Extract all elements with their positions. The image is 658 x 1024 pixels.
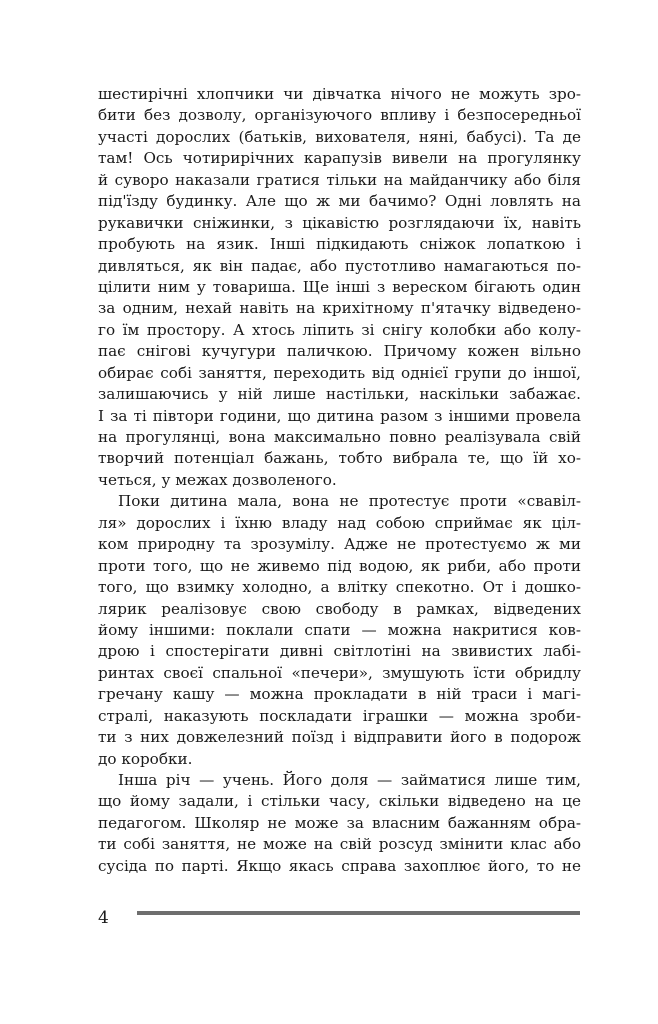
- paragraph: [98, 84, 581, 491]
- text-line: проти того, що не живемо під водою, як риби, або проти: [98, 556, 581, 575]
- text-line: рукавички сніжинки, з цікавістю розглядаючи їх, навіть: [98, 213, 581, 232]
- page-footer: [98, 903, 581, 933]
- text-line: ринтах своєї спальної «печери», змушують їсти обридлу: [98, 663, 581, 682]
- text-line: І за ті півтори години, що дитина разом з іншими провела: [98, 406, 581, 425]
- paragraph: [98, 491, 581, 770]
- text-line: пає снігові кучугури паличкою. Причому кожен вільно: [98, 342, 581, 361]
- text-line: пробують на язик. Інші підкидають сніжок лопаткою і: [98, 235, 581, 254]
- text-line: сусіда по парті. Якщо якась справа захоплює його, то не: [98, 856, 581, 875]
- text-line: шестирічні хлопчики чи дівчатка нічого не можуть зро-: [98, 85, 581, 103]
- text-line: обирає собі заняття, переходить від однієї групи до іншої,: [98, 363, 581, 382]
- footer-rule: [137, 911, 580, 915]
- text-line: на прогулянці, вона максимально повно реалізувала свій: [98, 428, 581, 446]
- text-line: участі дорослих (батьків, вихователя, няні, бабусі). Та де: [98, 127, 581, 146]
- text-line: бити без дозволу, організуючого впливу і безпосередньої: [98, 106, 581, 125]
- text-line: лярик реалізовує свою свободу в рамках, відведених: [98, 599, 581, 618]
- text-line: ком природну та зрозумілу. Адже не протестуємо ж ми: [98, 535, 581, 554]
- text-line: йому іншими: поклали спати — можна накритися ков-: [98, 620, 581, 639]
- text-line: що йому задали, і стільки часу, скільки відведено на це: [98, 792, 581, 811]
- text-line: дрою і спостерігати дивні світлотіні на звивистих лабі-: [98, 642, 581, 661]
- text-line: ти собі заняття, не може на свій розсуд змінити клас або: [98, 835, 581, 854]
- paragraph: [98, 770, 581, 877]
- page-number: 4: [98, 908, 109, 928]
- text-line: за одним, нехай навіть на крихітному п'ятачку відведено-: [98, 299, 581, 318]
- text-line: творчий потенціал бажань, тобто вибрала те, що їй хо-: [98, 449, 581, 468]
- text-line: гречану кашу — можна прокладати в ній траси і магі-: [98, 685, 581, 704]
- text-line: залишаючись у ній лише настільки, наскільки забажає.: [98, 385, 581, 404]
- text-line: го їм простору. А хтось ліпить зі снігу колобки або колу-: [98, 320, 581, 339]
- text-line: того, що взимку холодно, а влітку спекотно. От і дошко-: [98, 578, 581, 597]
- text-line: педагогом. Школяр не може за власним бажанням обра-: [98, 813, 581, 832]
- text-line: четься, у межах дозволеного.: [98, 470, 337, 489]
- text-line: Поки дитина мала, вона не протестує проти «свавіл-: [118, 492, 581, 511]
- text-line: ти з них довжелезний поїзд і відправити його в подорож: [98, 728, 581, 747]
- text-line: цілити ним у товариша. Ще інші з вереском бігають один: [98, 277, 581, 296]
- text-line: там! Ось чотирирічних карапузів вивели на прогулянку: [98, 149, 581, 168]
- text-line: ля» дорослих і їхню владу над собою сприймає як ціл-: [98, 513, 581, 532]
- text-line: стралі, наказують поскладати іграшки — можна зроби-: [98, 706, 581, 725]
- text-line: дивляться, як він падає, або пустотливо намагаються по-: [98, 256, 581, 275]
- text-line: Інша річ — учень. Його доля — займатися лише тим,: [118, 771, 581, 789]
- text-line: й суворо наказали гратися тільки на майданчику або біля: [98, 170, 581, 189]
- text-line: до коробки.: [98, 749, 193, 768]
- body-text: [98, 84, 581, 877]
- text-line: під'їзду будинку. Але що ж ми бачимо? Одні ловлять на: [98, 192, 581, 211]
